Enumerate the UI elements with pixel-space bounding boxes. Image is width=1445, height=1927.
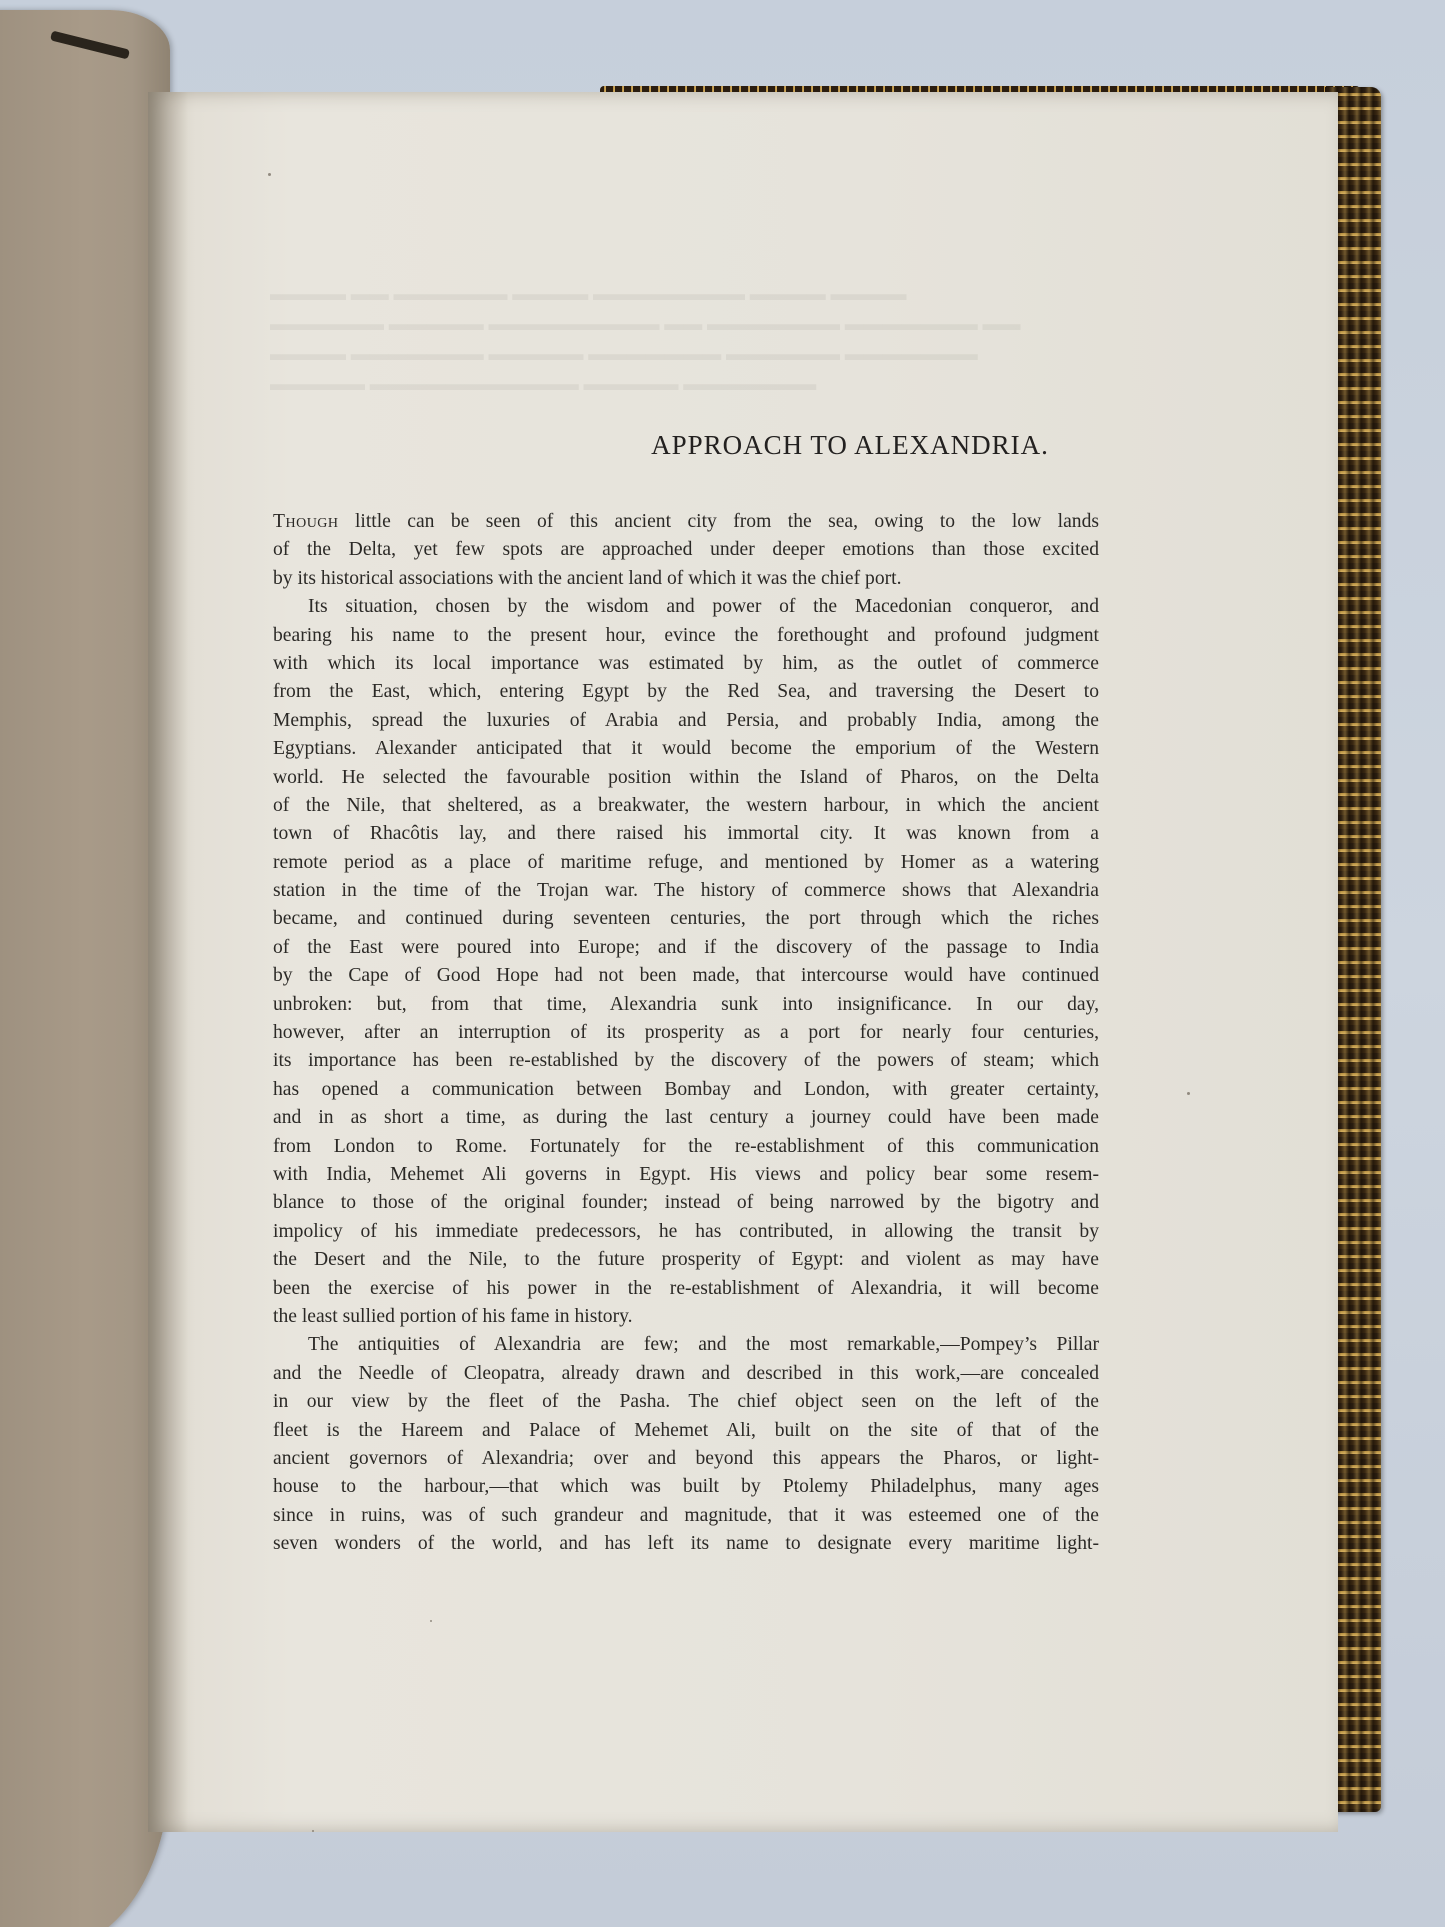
paragraph-3 (273, 1331, 1099, 1558)
text-line: bearing his name to the present hour, evince the forethought and profound judgment (273, 624, 1099, 646)
paragraph-1 (273, 508, 1099, 593)
text-line: of the East were poured into Europe; and if the discovery of the passage to India (273, 936, 1099, 958)
text-line: in our view by the fleet of the Pasha. The chief object seen on the left of the (273, 1391, 1099, 1413)
left-facing-page (0, 10, 170, 1927)
paper-speck (1187, 1092, 1190, 1095)
cover-edge (50, 30, 130, 59)
text-line: the least sullied portion of his fame in history. (273, 1305, 633, 1327)
show-through-text: ▬▬▬▬ ▬▬ ▬▬▬▬▬▬ ▬▬▬▬ ▬▬▬▬▬▬▬▬ ▬▬▬▬ ▬▬▬▬ ▬▬▬▬▬▬ ▬▬▬▬▬ ▬▬▬▬▬▬▬▬▬ ▬▬ ▬▬▬▬▬▬▬ ▬▬▬▬▬▬▬ ▬▬ ▬▬▬▬ ▬▬▬▬▬▬▬ ▬▬▬▬▬ ▬▬▬▬▬▬▬ ▬▬▬▬▬▬ ▬▬▬▬▬▬▬ ▬▬▬▬▬ ▬▬▬▬▬▬▬▬▬▬▬ ▬▬▬▬▬ ▬▬▬▬▬▬▬ (270, 284, 1021, 395)
paper-speck (430, 1620, 432, 1622)
text-line: Egyptians. Alexander anticipated that it would become the emporium of the Western (273, 738, 1099, 760)
text-line: with India, Mehemet Ali governs in Egypt. His views and policy bear some resem- (273, 1163, 1099, 1185)
paper-speck (312, 1830, 314, 1832)
text-line: from the East, which, entering Egypt by the Red Sea, and traversing the Desert to (273, 681, 1099, 703)
text-line: Though little can be seen of this ancient city from the sea, owing to the low lands (273, 511, 1099, 532)
text-line: from London to Rome. Fortunately for the re-establishment of this communication (273, 1135, 1099, 1157)
body-text (273, 508, 1099, 1558)
text-line: its importance has been re-established by the discovery of the powers of steam; which (273, 1050, 1099, 1072)
text-line: ancient governors of Alexandria; over and beyond this appears the Pharos, or light- (273, 1447, 1099, 1469)
text-line: of the Nile, that sheltered, as a breakwater, the western harbour, in which the ancient (273, 794, 1099, 816)
text-line: however, after an interruption of its prosperity as a port for nearly four centuries, (273, 1022, 1099, 1044)
text-line: remote period as a place of maritime refuge, and mentioned by Homer as a watering (273, 851, 1099, 873)
text-line: and in as short a time, as during the last century a journey could have been made (273, 1107, 1099, 1129)
paper-speck (268, 173, 271, 176)
text-line: and the Needle of Cleopatra, already drawn and described in this work,—are concealed (273, 1362, 1099, 1384)
text-line: of the Delta, yet few spots are approached under deeper emotions than those excited (273, 539, 1099, 561)
text-line: house to the harbour,—that which was built by Ptolemy Philadelphus, many ages (273, 1476, 1099, 1498)
text-line: fleet is the Hareem and Palace of Mehemet Ali, built on the site of that of the (273, 1419, 1099, 1441)
small-caps-lead: Though (273, 511, 339, 532)
text-line: impolicy of his immediate predecessors, he has contributed, in allowing the transit by (273, 1220, 1099, 1242)
text-line: blance to those of the original founder; instead of being narrowed by the bigotry and (273, 1192, 1099, 1214)
text-line: been the exercise of his power in the re-establishment of Alexandria, it will become (273, 1277, 1099, 1299)
text-line: became, and continued during seventeen centuries, the port through which the riches (273, 908, 1099, 930)
text-line: town of Rhacôtis lay, and there raised his immortal city. It was known from a (273, 823, 1099, 845)
text-line: world. He selected the favourable position within the Island of Pharos, on the Delta (273, 766, 1099, 788)
text-line: by the Cape of Good Hope had not been made, that intercourse would have continued (273, 965, 1099, 987)
page-gutter-shadow (148, 92, 188, 1832)
text-line: station in the time of the Trojan war. The history of commerce shows that Alexandria (273, 880, 1099, 902)
text-line: Memphis, spread the luxuries of Arabia and Persia, and probably India, among the (273, 709, 1099, 731)
text-line: the Desert and the Nile, to the future prosperity of Egypt: and violent as may have (273, 1249, 1099, 1271)
page-title (0, 430, 1445, 461)
text-line: has opened a communication between Bombay and London, with greater certainty, (273, 1078, 1099, 1100)
text-line: since in ruins, was of such grandeur and magnitude, that it was esteemed one of the (273, 1504, 1099, 1526)
text-line: unbroken: but, from that time, Alexandria sunk into insignificance. In our day, (273, 993, 1099, 1015)
text-line: seven wonders of the world, and has left its name to designate every maritime light- (273, 1533, 1099, 1555)
paragraph-2 (273, 593, 1099, 1331)
title-text: APPROACH TO ALEXANDRIA. (651, 430, 1049, 460)
text-line: with which its local importance was estimated by him, as the outlet of commerce (273, 652, 1099, 674)
text-line: The antiquities of Alexandria are few; and the most remarkable,—Pompey’s Pillar (308, 1334, 1099, 1356)
text-line: Its situation, chosen by the wisdom and power of the Macedonian conqueror, and (308, 596, 1099, 618)
text-line: by its historical associations with the ancient land of which it was the chief port. (273, 567, 902, 589)
